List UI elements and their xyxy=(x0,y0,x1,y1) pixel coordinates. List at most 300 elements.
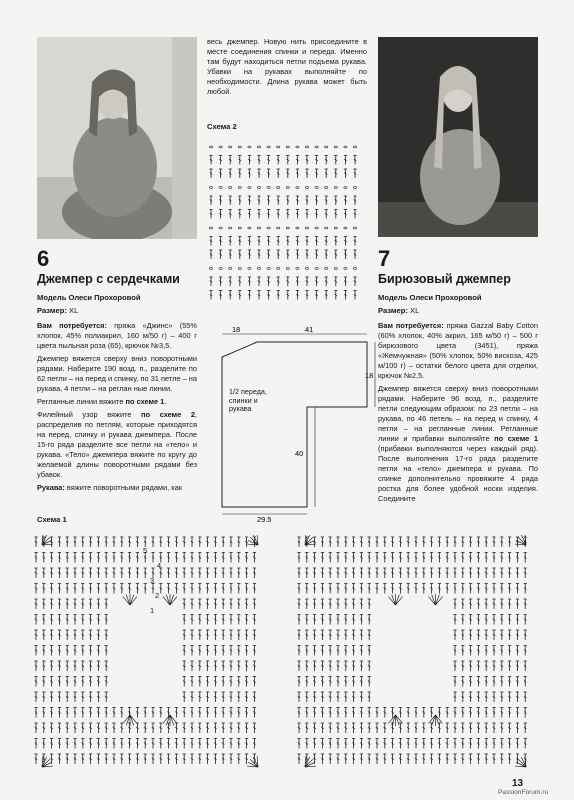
crochet-stitch-symbol xyxy=(136,708,139,718)
crochet-stitch-symbol xyxy=(183,568,186,578)
crochet-stitch-symbol xyxy=(128,553,131,563)
crochet-stitch-symbol xyxy=(219,169,222,178)
crochet-stitch-symbol xyxy=(315,156,318,165)
crochet-stitch-symbol xyxy=(368,646,371,656)
crochet-stitch-symbol xyxy=(190,537,193,547)
crochet-stitch-symbol xyxy=(214,708,217,718)
chain-symbol xyxy=(257,268,260,270)
model-photo-right xyxy=(378,37,538,237)
crochet-stitch-symbol xyxy=(453,754,456,764)
chain-symbol xyxy=(296,268,299,270)
crochet-stitch-symbol xyxy=(469,630,472,640)
crochet-stitch-symbol xyxy=(97,599,100,609)
crochet-stitch-symbol xyxy=(297,739,300,749)
crochet-stitch-symbol xyxy=(305,739,308,749)
crochet-stitch-symbol xyxy=(297,723,300,733)
crochet-stitch-symbol xyxy=(112,739,115,749)
crochet-stitch-symbol xyxy=(73,739,76,749)
crochet-stitch-symbol xyxy=(237,630,240,640)
crochet-stitch-symbol xyxy=(58,537,61,547)
crochet-stitch-symbol xyxy=(58,661,61,671)
crochet-stitch-symbol xyxy=(352,584,355,594)
crochet-stitch-symbol xyxy=(321,553,324,563)
crochet-stitch-symbol xyxy=(198,723,201,733)
crochet-stitch-symbol xyxy=(50,615,53,625)
crochet-stitch-symbol xyxy=(414,723,417,733)
fan-symbol xyxy=(163,594,177,605)
crochet-stitch-symbol xyxy=(73,615,76,625)
crochet-stitch-symbol xyxy=(438,537,441,547)
crochet-stitch-symbol xyxy=(296,277,299,286)
crochet-stitch-symbol xyxy=(229,754,232,764)
crochet-stitch-symbol xyxy=(190,723,193,733)
crochet-stitch-symbol xyxy=(334,291,337,300)
crochet-stitch-symbol xyxy=(238,196,241,205)
crochet-stitch-symbol xyxy=(477,537,480,547)
chain-symbol xyxy=(325,268,328,270)
crochet-stitch-symbol xyxy=(414,568,417,578)
crochet-stitch-symbol xyxy=(334,169,337,178)
crochet-stitch-symbol xyxy=(198,677,201,687)
crochet-stitch-symbol xyxy=(336,739,339,749)
crochet-stitch-symbol xyxy=(524,723,527,733)
crochet-stitch-symbol xyxy=(277,237,280,246)
crochet-stitch-symbol xyxy=(446,537,449,547)
crochet-stitch-symbol xyxy=(120,568,123,578)
crochet-stitch-symbol xyxy=(190,661,193,671)
crochet-stitch-symbol xyxy=(66,615,69,625)
crochet-stitch-symbol xyxy=(508,708,511,718)
chain-symbol xyxy=(325,227,328,229)
crochet-stitch-symbol xyxy=(477,708,480,718)
crochet-stitch-symbol xyxy=(73,708,76,718)
crochet-stitch-symbol xyxy=(229,739,232,749)
crochet-stitch-symbol xyxy=(430,739,433,749)
crochet-stitch-symbol xyxy=(81,584,84,594)
crochet-stitch-symbol xyxy=(438,708,441,718)
crochet-stitch-symbol xyxy=(360,661,363,671)
crochet-stitch-symbol xyxy=(344,646,347,656)
crochet-stitch-symbol xyxy=(66,754,69,764)
instructions-left xyxy=(37,321,197,496)
crochet-stitch-symbol xyxy=(353,196,356,205)
crochet-stitch-symbol xyxy=(34,754,37,764)
crochet-stitch-symbol xyxy=(198,754,201,764)
crochet-stitch-symbol xyxy=(89,708,92,718)
fan-symbol xyxy=(428,594,442,605)
pattern-piece-label: 1/2 переда, спинки и рукава xyxy=(229,388,267,413)
chain-symbol xyxy=(344,227,347,229)
crochet-stitch-symbol xyxy=(297,584,300,594)
crochet-stitch-symbol xyxy=(461,537,464,547)
crochet-stitch-symbol xyxy=(344,250,347,259)
crochet-stitch-symbol xyxy=(297,599,300,609)
row-number: 1 xyxy=(150,606,155,615)
chain-symbol xyxy=(229,146,232,148)
crochet-stitch-symbol xyxy=(336,677,339,687)
crochet-stitch-symbol xyxy=(352,599,355,609)
crochet-stitch-symbol xyxy=(325,291,328,300)
crochet-stitch-symbol xyxy=(391,553,394,563)
crochet-stitch-symbol xyxy=(105,584,108,594)
crochet-stitch-symbol xyxy=(190,754,193,764)
crochet-stitch-symbol xyxy=(344,156,347,165)
crochet-stitch-symbol xyxy=(253,615,256,625)
crochet-stitch-symbol xyxy=(453,599,456,609)
crochet-stitch-symbol xyxy=(305,708,308,718)
crochet-stitch-symbol xyxy=(183,723,186,733)
crochet-stitch-symbol xyxy=(105,568,108,578)
crochet-stitch-symbol xyxy=(375,723,378,733)
crochet-stitch-symbol xyxy=(383,537,386,547)
crochet-stitch-symbol xyxy=(66,630,69,640)
crochet-stitch-symbol xyxy=(391,723,394,733)
crochet-stitch-symbol xyxy=(414,537,417,547)
crochet-stitch-symbol xyxy=(89,661,92,671)
crochet-stitch-symbol xyxy=(508,537,511,547)
crochet-stitch-symbol xyxy=(352,708,355,718)
crochet-stitch-symbol xyxy=(461,754,464,764)
crochet-stitch-symbol xyxy=(286,237,289,246)
crochet-stitch-symbol xyxy=(430,553,433,563)
crochet-stitch-symbol xyxy=(245,568,248,578)
crochet-stitch-symbol xyxy=(209,277,212,286)
crochet-stitch-symbol xyxy=(175,708,178,718)
crochet-stitch-symbol xyxy=(58,553,61,563)
crochet-stitch-symbol xyxy=(305,661,308,671)
crochet-stitch-symbol xyxy=(492,692,495,702)
crochet-stitch-symbol xyxy=(229,537,232,547)
crochet-stitch-symbol xyxy=(438,723,441,733)
crochet-stitch-symbol xyxy=(206,615,209,625)
crochet-stitch-symbol xyxy=(485,661,488,671)
crochet-stitch-symbol xyxy=(469,615,472,625)
crochet-stitch-symbol xyxy=(438,553,441,563)
crochet-stitch-symbol xyxy=(485,739,488,749)
crochet-stitch-symbol xyxy=(344,169,347,178)
crochet-stitch-symbol xyxy=(524,661,527,671)
crochet-stitch-symbol xyxy=(321,599,324,609)
crochet-stitch-symbol xyxy=(253,537,256,547)
crochet-stitch-symbol xyxy=(461,568,464,578)
crochet-stitch-symbol xyxy=(297,677,300,687)
crochet-stitch-symbol xyxy=(198,553,201,563)
crochet-stitch-symbol xyxy=(344,277,347,286)
crochet-stitch-symbol xyxy=(321,630,324,640)
crochet-stitch-symbol xyxy=(313,568,316,578)
size-left xyxy=(37,305,78,316)
crochet-stitch-symbol xyxy=(461,553,464,563)
crochet-stitch-symbol xyxy=(334,156,337,165)
crochet-stitch-symbol xyxy=(321,708,324,718)
crochet-stitch-symbol xyxy=(469,692,472,702)
chain-symbol xyxy=(344,268,347,270)
crochet-stitch-symbol xyxy=(286,277,289,286)
crochet-stitch-symbol xyxy=(375,739,378,749)
crochet-stitch-symbol xyxy=(453,553,456,563)
crochet-stitch-symbol xyxy=(383,553,386,563)
crochet-stitch-symbol xyxy=(209,196,212,205)
p2b: по схеме 1 xyxy=(125,397,165,406)
crochet-stitch-symbol xyxy=(105,615,108,625)
crochet-stitch-symbol xyxy=(485,630,488,640)
crochet-stitch-symbol xyxy=(34,537,37,547)
crochet-stitch-symbol xyxy=(461,599,464,609)
crochet-stitch-symbol xyxy=(167,739,170,749)
crochet-stitch-symbol xyxy=(198,739,201,749)
crochet-stitch-symbol xyxy=(66,553,69,563)
crochet-stitch-symbol xyxy=(500,646,503,656)
chain-symbol xyxy=(315,268,318,270)
crochet-stitch-symbol xyxy=(229,599,232,609)
chain-symbol xyxy=(248,227,251,229)
crochet-stitch-symbol xyxy=(477,584,480,594)
crochet-stitch-symbol xyxy=(81,630,84,640)
crochet-stitch-symbol xyxy=(329,584,332,594)
crochet-stitch-symbol xyxy=(253,723,256,733)
crochet-stitch-symbol xyxy=(183,584,186,594)
crochet-stitch-symbol xyxy=(34,599,37,609)
chain-symbol xyxy=(305,268,308,270)
crochet-stitch-symbol xyxy=(336,754,339,764)
crochet-stitch-symbol xyxy=(257,291,260,300)
crochet-stitch-symbol xyxy=(325,237,328,246)
crochet-stitch-symbol xyxy=(430,537,433,547)
crochet-stitch-symbol xyxy=(229,210,232,219)
crochet-stitch-symbol xyxy=(214,537,217,547)
crochet-stitch-symbol xyxy=(344,196,347,205)
crochet-stitch-symbol xyxy=(105,553,108,563)
crochet-stitch-symbol xyxy=(238,156,241,165)
crochet-stitch-symbol xyxy=(206,568,209,578)
crochet-stitch-symbol xyxy=(422,584,425,594)
pattern-number-6: 6 xyxy=(37,246,50,271)
crochet-stitch-symbol xyxy=(352,553,355,563)
crochet-stitch-symbol xyxy=(50,723,53,733)
crochet-stitch-symbol xyxy=(206,708,209,718)
crochet-stitch-symbol xyxy=(42,708,45,718)
chain-symbol xyxy=(277,187,280,189)
crochet-stitch-symbol xyxy=(430,723,433,733)
crochet-stitch-symbol xyxy=(516,584,519,594)
chain-symbol xyxy=(257,146,260,148)
scheme-1-chart-left xyxy=(30,535,270,775)
crochet-stitch-symbol xyxy=(206,739,209,749)
crochet-stitch-symbol xyxy=(344,599,347,609)
crochet-stitch-symbol xyxy=(508,754,511,764)
page-number: 13 xyxy=(512,778,524,789)
crochet-stitch-symbol xyxy=(58,599,61,609)
pattern-number-7: 7 xyxy=(378,246,391,271)
crochet-stitch-symbol xyxy=(516,646,519,656)
crochet-stitch-symbol xyxy=(516,599,519,609)
crochet-stitch-symbol xyxy=(89,584,92,594)
crochet-stitch-symbol xyxy=(167,553,170,563)
crochet-stitch-symbol xyxy=(136,739,139,749)
crochet-stitch-symbol xyxy=(112,754,115,764)
crochet-stitch-symbol xyxy=(214,553,217,563)
scheme-2-chart xyxy=(207,137,367,307)
crochet-stitch-symbol xyxy=(368,584,371,594)
crochet-stitch-symbol xyxy=(245,630,248,640)
crochet-stitch-symbol xyxy=(492,708,495,718)
crochet-stitch-symbol xyxy=(66,599,69,609)
crochet-stitch-symbol xyxy=(313,646,316,656)
crochet-stitch-symbol xyxy=(198,708,201,718)
crochet-stitch-symbol xyxy=(219,196,222,205)
scheme-1-chart-right xyxy=(293,535,538,775)
crochet-stitch-symbol xyxy=(469,568,472,578)
crochet-stitch-symbol xyxy=(508,599,511,609)
crochet-stitch-symbol xyxy=(492,584,495,594)
crochet-stitch-symbol xyxy=(500,537,503,547)
crochet-stitch-symbol xyxy=(368,630,371,640)
crochet-stitch-symbol xyxy=(222,630,225,640)
crochet-stitch-symbol xyxy=(453,584,456,594)
crochet-stitch-symbol xyxy=(222,615,225,625)
p2c: . xyxy=(164,397,167,406)
crochet-stitch-symbol xyxy=(368,692,371,702)
crochet-stitch-symbol xyxy=(391,754,394,764)
crochet-stitch-symbol xyxy=(198,692,201,702)
crochet-stitch-symbol xyxy=(81,599,84,609)
crochet-stitch-symbol xyxy=(321,661,324,671)
chain-symbol xyxy=(219,187,222,189)
crochet-stitch-symbol xyxy=(516,677,519,687)
crochet-stitch-symbol xyxy=(267,156,270,165)
crochet-stitch-symbol xyxy=(336,553,339,563)
crochet-stitch-symbol xyxy=(477,692,480,702)
crochet-stitch-symbol xyxy=(485,553,488,563)
crochet-stitch-symbol xyxy=(344,615,347,625)
crochet-stitch-symbol xyxy=(248,196,251,205)
crochet-stitch-symbol xyxy=(267,169,270,178)
crochet-stitch-symbol xyxy=(257,156,260,165)
crochet-stitch-symbol xyxy=(375,754,378,764)
crochet-stitch-symbol xyxy=(368,537,371,547)
crochet-stitch-symbol xyxy=(151,739,154,749)
crochet-stitch-symbol xyxy=(305,677,308,687)
crochet-stitch-symbol xyxy=(334,210,337,219)
crochet-stitch-symbol xyxy=(105,677,108,687)
crochet-stitch-symbol xyxy=(375,568,378,578)
crochet-stitch-symbol xyxy=(315,250,318,259)
crochet-stitch-symbol xyxy=(34,568,37,578)
crochet-stitch-symbol xyxy=(245,708,248,718)
crochet-stitch-symbol xyxy=(89,692,92,702)
crochet-stitch-symbol xyxy=(229,169,232,178)
chain-symbol xyxy=(353,187,356,189)
crochet-stitch-symbol xyxy=(151,537,154,547)
crochet-stitch-symbol xyxy=(336,568,339,578)
crochet-stitch-symbol xyxy=(50,692,53,702)
crochet-stitch-symbol xyxy=(34,584,37,594)
crochet-stitch-symbol xyxy=(229,568,232,578)
crochet-stitch-symbol xyxy=(50,739,53,749)
crochet-stitch-symbol xyxy=(516,723,519,733)
crochet-stitch-symbol xyxy=(120,584,123,594)
crochet-stitch-symbol xyxy=(214,568,217,578)
chain-symbol xyxy=(238,187,241,189)
crochet-stitch-symbol xyxy=(214,630,217,640)
crochet-stitch-symbol xyxy=(89,568,92,578)
crochet-stitch-symbol xyxy=(222,568,225,578)
crochet-stitch-symbol xyxy=(383,568,386,578)
crochet-stitch-symbol xyxy=(383,584,386,594)
crochet-stitch-symbol xyxy=(73,537,76,547)
crochet-stitch-symbol xyxy=(485,646,488,656)
crochet-stitch-symbol xyxy=(485,615,488,625)
crochet-stitch-symbol xyxy=(344,692,347,702)
crochet-stitch-symbol xyxy=(73,661,76,671)
crochet-stitch-symbol xyxy=(112,708,115,718)
crochet-stitch-symbol xyxy=(58,708,61,718)
crochet-stitch-symbol xyxy=(286,291,289,300)
crochet-stitch-symbol xyxy=(469,599,472,609)
crochet-stitch-symbol xyxy=(524,553,527,563)
crochet-stitch-symbol xyxy=(315,291,318,300)
crochet-stitch-symbol xyxy=(407,754,410,764)
crochet-stitch-symbol xyxy=(329,739,332,749)
crochet-stitch-symbol xyxy=(500,630,503,640)
crochet-stitch-symbol xyxy=(253,739,256,749)
crochet-stitch-symbol xyxy=(516,739,519,749)
crochet-stitch-symbol xyxy=(453,677,456,687)
crochet-stitch-symbol xyxy=(34,708,37,718)
crochet-stitch-symbol xyxy=(313,723,316,733)
row-number: 3 xyxy=(150,576,155,585)
crochet-stitch-symbol xyxy=(112,537,115,547)
crochet-stitch-symbol xyxy=(336,646,339,656)
crochet-stitch-symbol xyxy=(206,599,209,609)
crochet-stitch-symbol xyxy=(229,723,232,733)
crochet-stitch-symbol xyxy=(229,677,232,687)
crochet-stitch-symbol xyxy=(214,723,217,733)
instructions-right xyxy=(378,321,538,507)
crochet-stitch-symbol xyxy=(297,661,300,671)
crochet-stitch-symbol xyxy=(446,584,449,594)
crochet-stitch-symbol xyxy=(151,754,154,764)
crochet-stitch-symbol xyxy=(144,754,147,764)
crochet-stitch-symbol xyxy=(34,661,37,671)
crochet-stitch-symbol xyxy=(329,708,332,718)
crochet-stitch-symbol xyxy=(296,169,299,178)
crochet-stitch-symbol xyxy=(352,692,355,702)
crochet-stitch-symbol xyxy=(105,646,108,656)
crochet-stitch-symbol xyxy=(477,661,480,671)
crochet-stitch-symbol xyxy=(313,692,316,702)
chain-symbol xyxy=(334,146,337,148)
crochet-stitch-symbol xyxy=(277,156,280,165)
crochet-stitch-symbol xyxy=(313,677,316,687)
crochet-stitch-symbol xyxy=(167,754,170,764)
chain-symbol xyxy=(305,227,308,229)
crochet-stitch-symbol xyxy=(50,568,53,578)
crochet-stitch-symbol xyxy=(297,630,300,640)
crochet-stitch-symbol xyxy=(229,196,232,205)
crochet-stitch-symbol xyxy=(214,661,217,671)
crochet-stitch-symbol xyxy=(469,754,472,764)
chain-symbol xyxy=(353,268,356,270)
crochet-stitch-symbol xyxy=(222,553,225,563)
crochet-stitch-symbol xyxy=(183,646,186,656)
crochet-stitch-symbol xyxy=(277,210,280,219)
chain-symbol xyxy=(267,227,270,229)
crochet-stitch-symbol xyxy=(190,646,193,656)
dim-side: 18 xyxy=(365,371,374,380)
crochet-stitch-symbol xyxy=(198,630,201,640)
crochet-stitch-symbol xyxy=(391,708,394,718)
